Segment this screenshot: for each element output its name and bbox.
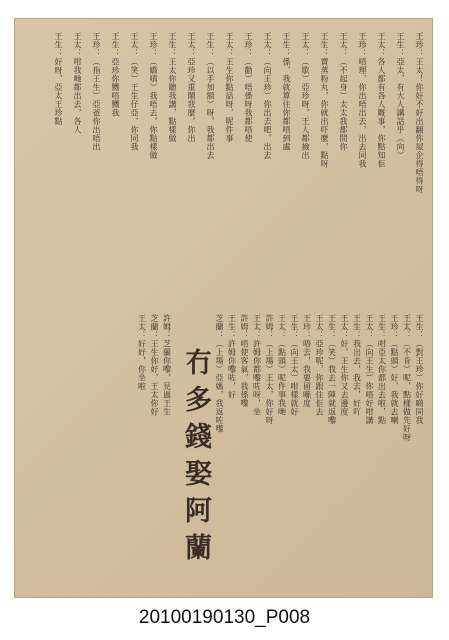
image-caption: 20100190130_P008 xyxy=(138,607,311,628)
dialogue-line: 王生：（以手加額）呀，我都出去 xyxy=(206,32,215,160)
dialogue-line: 王太：（不肯）呢，點樣做先好呀 xyxy=(402,314,412,442)
dialogue-line: 王生：（笑）我去一陣就返嚟 xyxy=(327,314,337,425)
dialogue-line: 王生：許姆你嚟咗，好 xyxy=(227,314,237,399)
dialogue-line: 王珍：唔去，我要留喺度 xyxy=(302,314,312,408)
dialogue-line: 王太：咁我哋都出去，各人 xyxy=(73,32,82,134)
dialogue-line: 王珍：（指王生）亞爸你出唔出 xyxy=(92,32,101,151)
dialogue-line: 王生：係，我就算住你都唔到處 xyxy=(282,32,291,151)
dialogue-line: 王生：亞珍你嬲唔嬲我 xyxy=(111,32,120,117)
dialogue-line: 王生：好呀，亞太王珍點 xyxy=(54,32,63,126)
dialogue-line: 王珍：（勸）唔係呀我都唔使 xyxy=(244,32,253,143)
dialogue-line: 王太：王生你點話呀，呢件事 xyxy=(225,32,234,143)
dialogue-line: 王生：亞太，有大人講話乎（向） xyxy=(396,32,405,160)
dialogue-line: 王太：各人都有各人嘅事，你點知佢 xyxy=(377,32,386,168)
dialogue-line: 王生：（向王太）咁樣就好 xyxy=(290,314,299,416)
dialogue-line: 芝蘭：王生你好，王太你好 xyxy=(150,314,159,416)
dialogue-line: 王生：（對王珍）你好啲同我 xyxy=(415,314,424,425)
dialogue-line: 王太：（點頭）呢件事我哋 xyxy=(277,314,287,416)
dialogue-line: 王太：好好，你坐啦 xyxy=(137,314,147,391)
dialogue-line: 王太：許姆你都嚟咗呀，坐 xyxy=(252,314,262,416)
dialogue-line: 王太：亞珍又重鬧我麼，你出 xyxy=(187,32,196,143)
dialogue-line: 許姆：唔使客氣，我係嚟 xyxy=(240,314,249,408)
dialogue-line: 王生：我出去，我去，好吖 xyxy=(352,314,362,416)
dialogue-line: 王生：咁亞太你都出去啦，點 xyxy=(377,314,387,425)
dialogue-line: 王太：（向王珍）你出去吧，出去 xyxy=(263,32,272,160)
dialogue-line: 王太：（向王生）你唔好咁講 xyxy=(365,314,374,425)
dialogue-line: 芝蘭：（上場）亞媽，我返咗嚟 xyxy=(215,314,224,433)
dialogue-line: 王太：（不起身）太太我都問你 xyxy=(339,32,348,151)
dialogue-line: 王珍：唔理，你出唔出去，出去同我 xyxy=(358,32,367,168)
dialogue-line: 王生：賣蒸粉丸，你就出吓麼，點呀 xyxy=(320,32,329,168)
dialogue-line: 王太：亞珍呢，你跟住佢去 xyxy=(315,314,324,416)
page-heading: 冇多錢娶阿蘭 xyxy=(180,348,211,570)
dialogue-line: 王太：（歇）亞珍呀，王人都撿出 xyxy=(301,32,310,160)
dialogue-line: 王珍：（點頭）好，我就去喇 xyxy=(390,314,399,425)
dialogue-line: 王太：（笑）王生仔亞，你同我 xyxy=(130,32,139,151)
dialogue-line: 許姆：芝蘭你嚟，見過王生 xyxy=(162,314,172,416)
document-page xyxy=(14,18,433,598)
dialogue-line: 王珍：王太！你好不好出翻你屋企得唔得呀 xyxy=(415,32,424,194)
dialogue-line: 王珍：（嬌嗔）我唔去，你點樣做 xyxy=(149,32,158,160)
dialogue-line: 王生：王太你聽我講，點樣做 xyxy=(168,32,177,143)
dialogue-line: 王太：好，王生你又去邊度 xyxy=(340,314,349,416)
dialogue-line: 許姆：（上場）王太，你好呀 xyxy=(265,314,274,425)
